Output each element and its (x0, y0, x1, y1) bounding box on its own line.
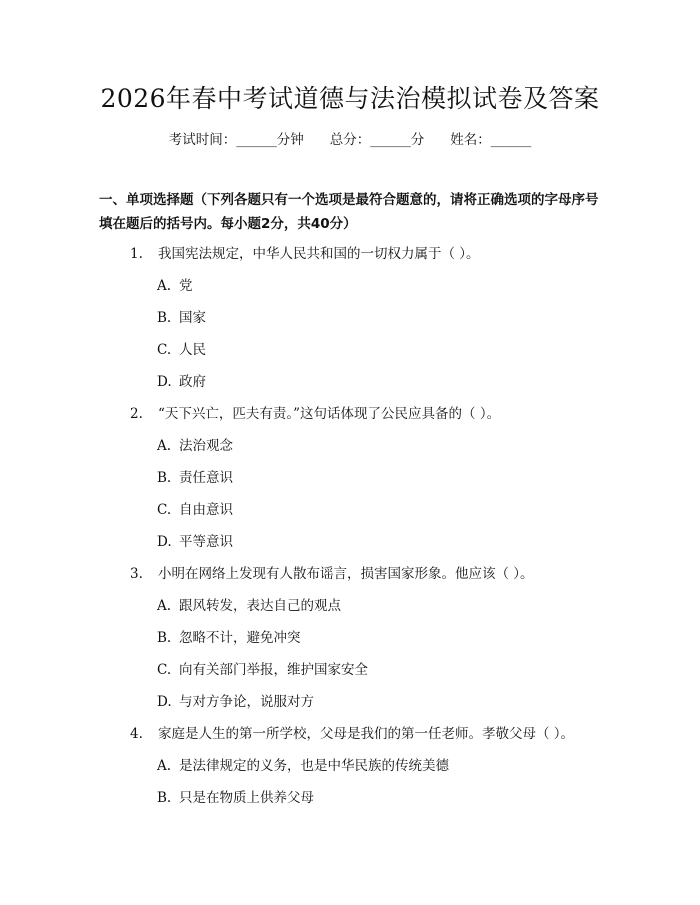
option-text: 只是在物质上供养父母 (179, 790, 314, 806)
option-letter: B. (157, 630, 172, 646)
option-1a (157, 276, 193, 296)
option-text: 自由意识 (179, 502, 233, 518)
option-letter: C. (157, 662, 172, 678)
option-text: 国家 (179, 310, 206, 326)
option-letter: D. (157, 694, 172, 710)
option-2c (157, 500, 233, 520)
option-2a (157, 436, 233, 456)
question-number: 2. (130, 406, 143, 422)
option-letter: D. (157, 374, 172, 390)
option-letter: A. (157, 438, 172, 454)
question-number: 3. (130, 566, 143, 582)
question-number: 1. (130, 246, 143, 262)
option-text: 责任意识 (179, 470, 233, 486)
option-text: 忽略不计，避免冲突 (179, 630, 301, 646)
option-letter: D. (157, 534, 172, 550)
question-number: 4. (130, 726, 143, 742)
option-letter: C. (157, 342, 172, 358)
option-1c (157, 340, 206, 360)
option-letter: A. (157, 598, 172, 614)
option-3c (157, 660, 368, 680)
question-1 (130, 244, 480, 264)
question-text: 我国宪法规定，中华人民共和国的一切权力属于（ ）。 (158, 246, 480, 262)
option-text: 政府 (179, 374, 206, 390)
question-text: 小明在网络上发现有人散布谣言，损害国家形象。他应该（ ）。 (158, 566, 534, 582)
option-text: 人民 (179, 342, 206, 358)
exam-meta (0, 130, 700, 150)
option-1b (157, 308, 206, 328)
option-letter: A. (157, 758, 172, 774)
question-4 (130, 724, 574, 744)
option-3d (157, 692, 314, 712)
question-text: “天下兴亡，匹夫有责。”这句话体现了公民应具备的（ ）。 (158, 406, 501, 422)
option-letter: B. (157, 790, 172, 806)
question-3 (130, 564, 534, 584)
option-2d (157, 532, 233, 552)
option-text: 是法律规定的义务，也是中华民族的传统美德 (179, 758, 449, 774)
option-text: 党 (179, 278, 193, 294)
option-text: 向有关部门举报，维护国家安全 (179, 662, 368, 678)
option-4b (157, 788, 314, 808)
option-letter: B. (157, 470, 172, 486)
option-1d (157, 372, 206, 392)
total-score-field: 总分：______分 (329, 132, 425, 148)
option-3a (157, 596, 341, 616)
exam-title: 2026年春中考试道德与法治模拟试卷及答案 (100, 84, 600, 113)
option-letter: A. (157, 278, 172, 294)
option-4a (157, 756, 449, 776)
option-letter: C. (157, 502, 172, 518)
question-text: 家庭是人生的第一所学校，父母是我们的第一任老师。孝敬父母（ ）。 (158, 726, 575, 742)
exam-time-field: 考试时间：______分钟 (168, 132, 304, 148)
option-2b (157, 468, 233, 488)
student-name-field: 姓名：______ (450, 132, 532, 148)
question-2 (130, 404, 500, 424)
option-3b (157, 628, 301, 648)
option-text: 与对方争论，说服对方 (179, 694, 314, 710)
option-text: 平等意识 (179, 534, 233, 550)
option-text: 法治观念 (179, 438, 233, 454)
option-letter: B. (157, 310, 172, 326)
section-heading: 一、单项选择题（下列各题只有一个选项是最符合题意的，请将正确选项的字母序号填在题后的括号内。每小题2分，共40分） (99, 192, 599, 232)
option-text: 跟风转发，表达自己的观点 (179, 598, 341, 614)
